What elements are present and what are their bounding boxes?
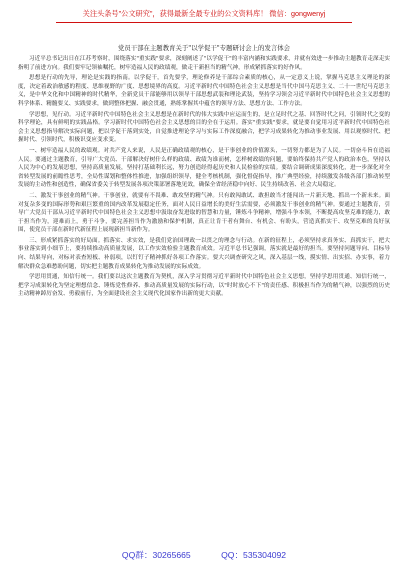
banner-line-1: 关注头条号"公文研究"，获得最新全最专业的公文资料库！ 微信：gongwenyj bbox=[82, 9, 326, 18]
paragraph: 三、形成紧抓落实的好局面。抓落实、求实效，是我们党治国理政一以贯之的理念与行动。在新的征程上，必须坚持求真务实、真抓实干，把大事业落实到小细节上，要持续推动高质量发展，以工作实效检验主题教育成效。习近平总书记强调，落实就是最好的担当。要坚持问题导向、目标导向、结果导向，对标对表查短板、补弱项，以钉钉子精神抓好各项工作落实。要大兴调查研究之风，深入基层一线，摸实情、出实招、办实事，着力解决群众急难愁盼问题，切实把主题教育成果转化为推动发展的实际成效。 bbox=[18, 237, 390, 270]
footer-qq-2: QQ：535304092 bbox=[221, 550, 287, 560]
banner-divider bbox=[56, 22, 352, 23]
document-title: 党员干部在主题教育关于"以学促干"专题研讨会上的发言体会 bbox=[117, 44, 291, 52]
document-body bbox=[18, 44, 390, 538]
paragraph: 思想是行动的先导，理论是实践的指南。以学促干，首先要学，理论修养是干部综合素质的核心，从一定意义上说，掌握马克思主义理论的深度，决定着政治敏感的程度、思维视野的广度、思想境界的高度。习近平新时代中国特色社会主义思想是当代中国马克思主义、二十一世纪马克思主义，是中华文化和中国精神的时代精华，全新党员干部能够用以领导干部思想武装和理论武装，坚持学习领会习近平新时代中国特色社会主义思想的科学体系、精髓要义、实践要求，做到整体把握、融会贯通，熟练掌握其中蕴含的领导方法、思想方法、工作方法。 bbox=[18, 75, 390, 107]
footer-qq-1: QQ群：30265665 bbox=[121, 550, 191, 560]
paragraph: 学思想，见行动。习近平新时代中国特色社会主义思想是在新时代的伟大实践中应运而生的，是立足时代之基、回答时代之问，引领时代之变的科学理论，具有鲜明的实践品格。学习新时代中国特色社会主义思想的目的全在于运用。落实"重实践"要求，就是要自觉用习近平新时代中国特色社会主义思想指导解决实际问题，把以学促干落到实处，自觉推进理论学习与实际工作深度融合，把学习成果转化为推动事业发展、用以观察时代、把握时代、引领时代，积极识变应变求变。 bbox=[18, 111, 390, 144]
paragraph: 二、激发干事创业的精气神。干事创业，就要有不畏难、敢攻坚的精气神。只有敢闯敢试、敢担敢当才能闯出一片新天地、抓出一个新未来。面对复杂多变的国际形势和艰巨繁重的国内改革发展稳定任务，面对人民日益增长的美好生活需要，必须激发干事创业的精气神。要通过主题教育，引导广大党员干部从习近平新时代中国特色社会主义思想中汲取奋发进取的智慧和力量，锤炼斗争精神，增强斗争本领，不断提高攻坚克难的能力，敢于担当作为，迎难而上，勇于斗争，要完善担当作为激励和保护机制，真正让肯干者有舞台、有机会、有盼头，营造真抓实干、攻坚克难的良好氛围，使党员干部在新时代新征程上展现新担当新作为。 bbox=[18, 192, 390, 234]
paragraph: 一、树牢造福人民的政绩观。对共产党人来说，人民是正确政绩观的核心，是干事创业的价值源头，一切努力都是为了人民。一切奋斗旨在造福人民。要通过主题教育，引导广大党员、干部解决好树什么样的政绩、政绩为谁而树，怎样树政绩的问题，要始终保持共产党人的政治本色，坚持以人民为中心的发展思想，坚持高质量发展，坚持打基础利长远，努力创造经得起历史和人民检验的实绩。要结合调研成果深度转化，进一步深化对全省转型发展的前瞻性思考，全局性谋划和整体性推进，加强组织领导，健全考核机制，强化督促指导，推广典型经验，持续激发各级各部门推动转型发展的主动性和创造性，确保省委关于转型发展各项决策部署落地见效，确保全省经济稳中向好、民生持续改善、社会大局稳定。 bbox=[18, 147, 390, 189]
promo-banner bbox=[56, 8, 352, 36]
paragraph: 习近平总书记出日在江苏考察时，围绕落实"重实践"要求，深刻阐述了"以学促干"的丰富内涵和实践要求，并就有效进一步推动主题教育走深走实指明了前进方向。我们要牢记领袖嘱托，树牢造福人民的政绩观，做走干新担当的精气神，形成紧抓落实的好作风。 bbox=[18, 56, 390, 71]
paragraph: 学思用贯通，知信行统一。我们要以这次主题教育为契机，深入学习贯彻习近平新时代中国特色社会主义思想，坚持学思用贯通、知信行统一，把学习成果转化为坚定理想信念、锤炼党性修养、推动高质量发展的实际行动，以"时时放心不下"的责任感、积极担当作为的精气神，以强烈的历史主动精神踔厉奋发、勇毅前行，为全面建设社会主义现代化国家作出新的更大贡献。 bbox=[18, 274, 390, 298]
contact-footer bbox=[0, 549, 408, 563]
